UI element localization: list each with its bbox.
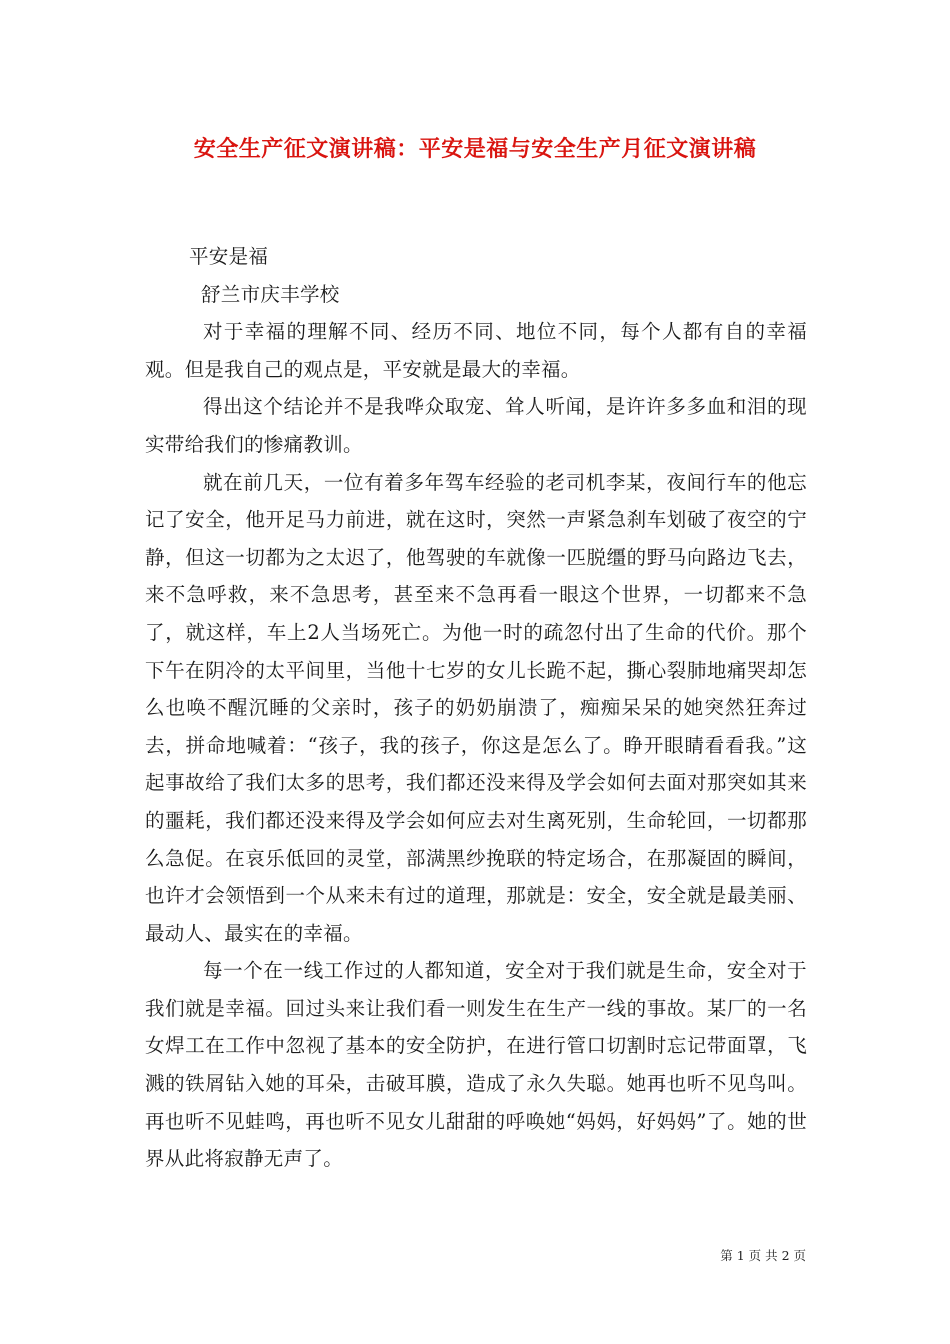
school-name: 舒兰市庆丰学校	[201, 282, 340, 306]
subtitle: 平安是福	[189, 245, 269, 268]
document-title: 安全生产征文演讲稿：平安是福与安全生产月征文演讲稿	[193, 136, 757, 162]
paragraph-3: 就在前几天，一位有着多年驾车经验的老司机李某，夜间行车的他忘记了安全，他开足马力前进，就在这时，突然一声紧急刹车划破了夜空的宁静，但这一切都为之太迟了，他驾驶的车就像一匹脱缰的野马向路边飞去，来不急呼救，来不急思考，甚至来不急再看一眼这个世界，一切都来不急了，就这样，车上2人当场死亡。为他一时的疏忽付出了生命的代价。那个下午在阴冷的太平间里，当他十七岁的女儿长跪不起，撕心裂肺地痛哭却怎么也唤不醒沉睡的父亲时，孩子的奶奶崩溃了，痴痴呆呆的她突然狂奔过去，拼命地喊着：“孩子，我的孩子，你这是怎么了。睁开眼睛看看我。”这起事故给了我们太多的思考，我们都还没来得及学会如何去面对那突如其来的噩耗，我们都还没来得及学会如何应去对生离死别，生命轮回，一切都那么急促。在哀乐低回的灵堂，部满黑纱挽联的特定场合，在那凝固的瞬间，也许才会领悟到一个从来未有过的道理，那就是：安全，安全就是最美丽、最动人、最实在的幸福。	[145, 470, 807, 945]
page-number: 第 1 页 共 2 页	[720, 1248, 806, 1263]
paragraph-2: 得出这个结论并不是我哗众取宠、耸人听闻，是许许多多血和泪的现实带给我们的惨痛教训。	[145, 395, 807, 456]
document-body	[145, 238, 807, 1178]
paragraph-4: 每一个在一线工作过的人都知道，安全对于我们就是生命，安全对于我们就是幸福。回过头来让我们看一则发生在生产一线的事故。某厂的一名女焊工在工作中忽视了基本的安全防护，在进行管口切割时忘记带面罩，飞溅的铁屑钻入她的耳朵，击破耳膜，造成了永久失聪。她再也听不见鸟叫。再也听不见蛙鸣，再也听不见女儿甜甜的呼唤她“妈妈，好妈妈”了。她的世界从此将寂静无声了。	[145, 959, 807, 1171]
paragraph-1: 对于幸福的理解不同、经历不同、地位不同，每个人都有自的幸福观。但是我自己的观点是，平安就是最大的幸福。	[145, 320, 807, 381]
